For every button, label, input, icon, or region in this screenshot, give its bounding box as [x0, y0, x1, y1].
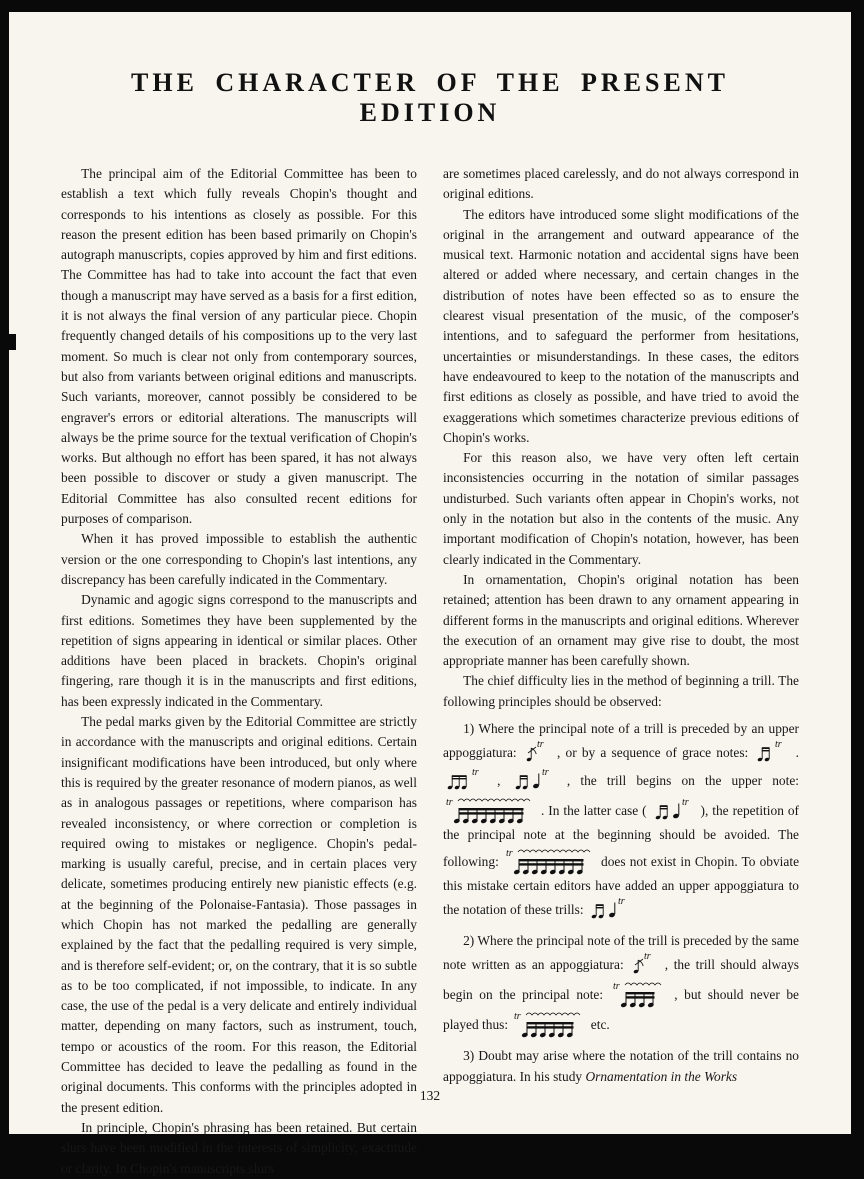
svg-text:tr: tr — [612, 981, 620, 993]
two-column-text — [61, 164, 799, 1179]
paragraph: For this reason also, we have very often left certain inconsistencies occurring in the notation of similar passages undisturbed. Such variants often appear in Chopin's works, not only in the notation but also in the contents of the music. Any important modification of Chopin's notation, however, has been clearly indicated in the Commentary. — [443, 450, 799, 567]
grace-note-trill-icon — [524, 739, 550, 767]
grace-pair-note-trill-icon — [653, 797, 695, 825]
two-grace-notes-trill-icon — [755, 739, 788, 767]
scan-artifact — [8, 334, 16, 350]
grace-note-trill-icon — [631, 951, 657, 979]
paragraph: 2) Where the principal note of the trill is preceded by the same note written as an appoggiatura: tr , the trill should always begin on the principal note: tr , but should never be played thus: tr etc. — [443, 931, 799, 1039]
paragraph: The editors have introduced some slight modifications of the original in the arrangement and outward appearance of the musical text. Harmonic notation and accidental signs have been altered or added where necessary, and certain changes in the distribution of notes have been effected so as to ensure the clearest visual presentation of the music, of the composer's intentions, and to safeguard the performer from hesitations, uncertainties or misunderstandings. In these cases, the editors have endeavoured to keep to the notation of the manuscripts and first editions as closely as possible, and have tried to avoid the exaggerations which sometimes characterize previous editions of Chopin's works. — [443, 206, 799, 445]
page-title: THE CHARACTER OF THE PRESENT EDITION — [131, 68, 729, 127]
trill-run-6-icon — [513, 1009, 585, 1039]
paragraph: The principal aim of the Editorial Committee has been to establish a text which fully reveals Chopin's thought and corresponds to his intentions as closely as possible. For this reason the present edition has been based primarily on Chopin's autograph manuscripts, copies approved by him and first editions. The Committee has had to take into account the fact that even though a manuscript may have served as a basis for a first edition, it is not always the final version of any particular piece. Chopin frequently changed details of his compositions up to the very last moment. So much is clear not only from contemporary sources, but also from variants between original editions and manuscripts. Such variants, moreover, cannot possibly be considered to be engraver's errors or editorial alterations. The manuscripts will always be the prime source for the textual verification of Chopin's works. But although no effort has been spared, it has not always been possible to discover or study a given manuscript. The Editorial Committee has also consulted recent editions for purposes of comparison. — [61, 166, 417, 527]
svg-text:tr: tr — [536, 739, 544, 751]
svg-text:tr: tr — [775, 739, 783, 751]
grace-pair-note-trill-icon — [589, 896, 631, 924]
paragraph: 1) Where the principal note of a trill is preceded by an upper appoggiatura: tr , or by a sequence of grace notes: tr . tr , tr , the trill begins on the upper note: tr . In the latter case ( tr ), the repetition of the principal note at the beginning should be avoided. The following: tr does not exist in Chopin. To obviate this mistake certain editors have added an upper appoggiatura to the notation of these trills: tr — [443, 719, 799, 924]
paragraph: are sometimes placed carelessly, and do not always correspond in original editions. — [443, 166, 799, 202]
page-number: 132 — [419, 1088, 441, 1103]
page-content — [9, 12, 851, 1179]
paragraph: Dynamic and agogic signs correspond to the manuscripts and first editions. Sometimes they have been supplemented by the repetition of signs appearing in identical or similar places. Other additions have been placed in brackets. Chopin's original fingering, rare though it is in the manuscripts and first editions, has been expressly indicated in the Commentary. — [61, 592, 417, 709]
paragraph: The chief difficulty lies in the method of beginning a trill. The following principles should be observed: — [443, 673, 799, 709]
svg-text:tr: tr — [644, 951, 651, 963]
right-column — [443, 164, 799, 1179]
svg-text:tr: tr — [541, 767, 549, 779]
svg-text:tr: tr — [446, 797, 453, 809]
trill-run-8-icon — [505, 846, 595, 876]
svg-text:tr: tr — [617, 895, 625, 907]
svg-text:tr: tr — [681, 797, 689, 809]
svg-text:tr: tr — [514, 1011, 522, 1023]
svg-text:tr: tr — [472, 767, 479, 779]
trill-run-4-icon — [612, 979, 666, 1009]
paragraph: 3) Doubt may arise where the notation of the trill contains no appoggiatura. In his study Ornamentation in the Works — [443, 1048, 799, 1084]
left-column — [61, 164, 417, 1179]
paragraph: In ornamentation, Chopin's original notation has been retained; attention has been drawn to any ornament appearing in different forms in the manuscripts and original editions. Wherever the execution of an ornament may give rise to doubt, the most appropriate manner has been carefully shown. — [443, 571, 799, 669]
paragraph: The pedal marks given by the Editorial Committee are strictly in accordance with the manuscripts and original editions. Certain insignificant modifications have been introduced, but only where this is required by the greater resonance of modern pianos, as well as in analogous passages or repetitions, where comparison has revealed inconsistency, or where correction or completion is required owing to mistakes or negligence. Chopin's pedal-marking is usually careful, precise, and in certain places very delicate, sometimes producing entirely new pianistic effects (e.g. at the beginning of the Polonaise-Fantasia). Those passages in which Chopin has not marked the pedalling are generally explained by the fact that the pedalling required is very simple, and is therefore self-evident; or, on the contrary, that it is so subtle as to be too complicated, if not impossible, to indicate. In any case, the use of the pedal is a very delicate and entirely individual matter, depending on many factors, such as instrument, touch, tempo or acoustics of the room. For this reason, the Editorial Committee has decided to leave the pedalling as found in the original documents. This conforms with the principles adopted in the present edition. — [61, 714, 417, 1115]
trill-run-8-icon — [445, 795, 535, 825]
paragraph: In principle, Chopin's phrasing has been retained. But certain slurs have been modified in the interests of simplicity, exactitude or clarity. In Chopin's manuscripts slurs — [61, 1119, 417, 1176]
svg-text:tr: tr — [505, 847, 513, 859]
grace-pair-note-trill-icon — [513, 767, 555, 795]
page — [9, 12, 851, 1176]
paragraph: When it has proved impossible to establish the authentic version or the one corresponding to Chopin's last intentions, any discrepancy has been carefully indicated in the Commentary. — [61, 531, 417, 587]
three-grace-notes-trill-icon — [445, 767, 485, 795]
